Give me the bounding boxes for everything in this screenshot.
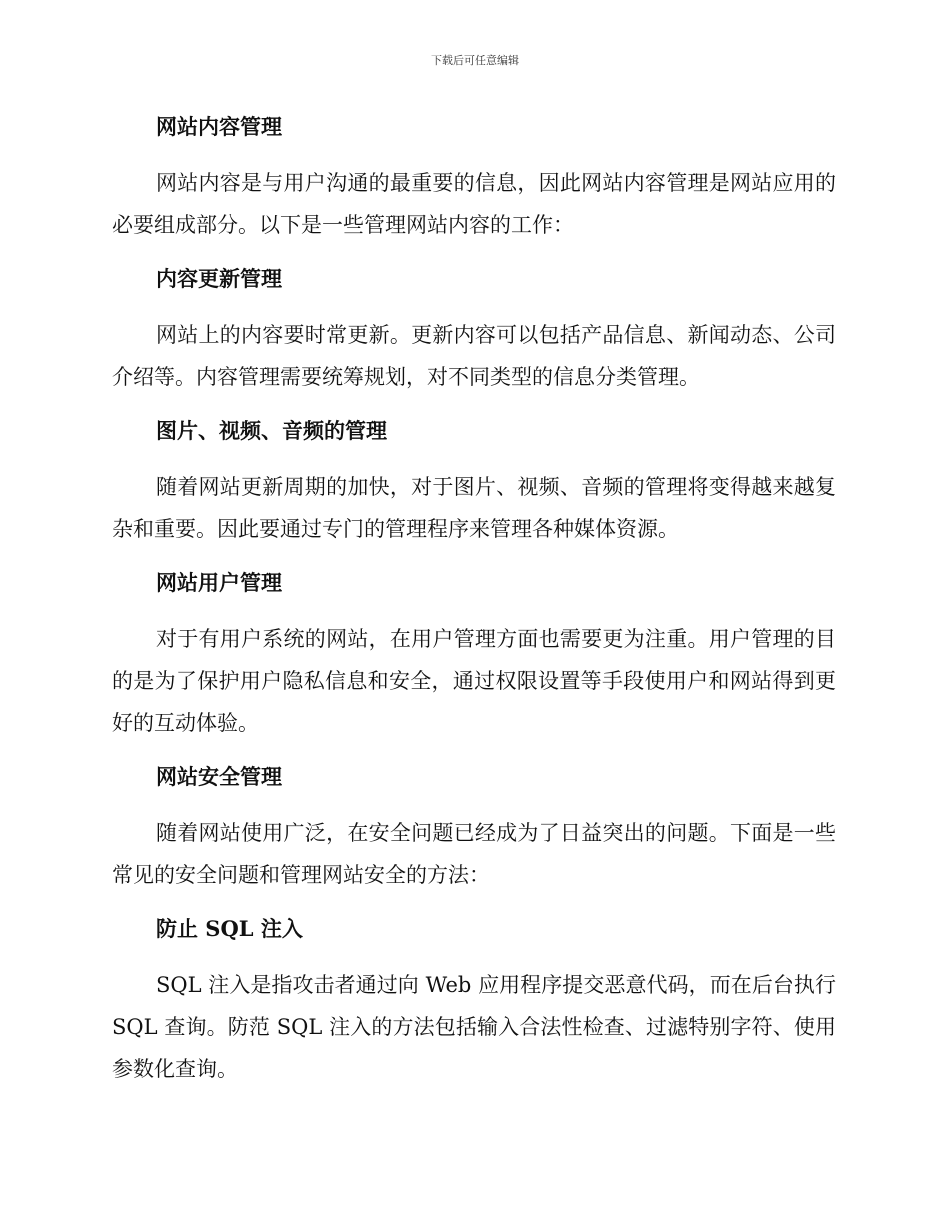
section-paragraph: 网站内容是与用户沟通的最重要的信息，因此网站内容管理是网站应用的必要组成部分。以下是一些管理网站内容的工作： xyxy=(112,171,836,237)
section-heading: 防止 SQL 注入 xyxy=(156,916,303,941)
section-heading: 网站内容管理 xyxy=(156,114,282,139)
section-heading: 网站用户管理 xyxy=(156,570,282,595)
section-heading: 图片、视频、音频的管理 xyxy=(156,418,387,443)
section-paragraph: SQL 注入是指攻击者通过向 Web 应用程序提交恶意代码，而在后台执行 SQL 查询。防范 SQL 注入的方法包括输入合法性检查、过滤特别字符、使用参数化查询。 xyxy=(112,973,836,1081)
section-heading: 内容更新管理 xyxy=(156,266,282,291)
section-paragraph: 对于有用户系统的网站，在用户管理方面也需要更为注重。用户管理的目的是为了保护用户隐私信息和安全，通过权限设置等手段使用户和网站得到更好的互动体验。 xyxy=(112,627,836,735)
section-heading: 网站安全管理 xyxy=(156,764,282,789)
section-paragraph: 随着网站使用广泛，在安全问题已经成为了日益突出的问题。下面是一些常见的安全问题和管理网站安全的方法： xyxy=(112,821,836,887)
page-header: 下载后可任意编辑 xyxy=(431,54,519,67)
section-paragraph: 随着网站更新周期的加快，对于图片、视频、音频的管理将变得越来越复杂和重要。因此要通过专门的管理程序来管理各种媒体资源。 xyxy=(112,475,836,541)
section-paragraph: 网站上的内容要时常更新。更新内容可以包括产品信息、新闻动态、公司介绍等。内容管理需要统筹规划，对不同类型的信息分类管理。 xyxy=(112,323,836,389)
document-body xyxy=(112,108,836,1104)
